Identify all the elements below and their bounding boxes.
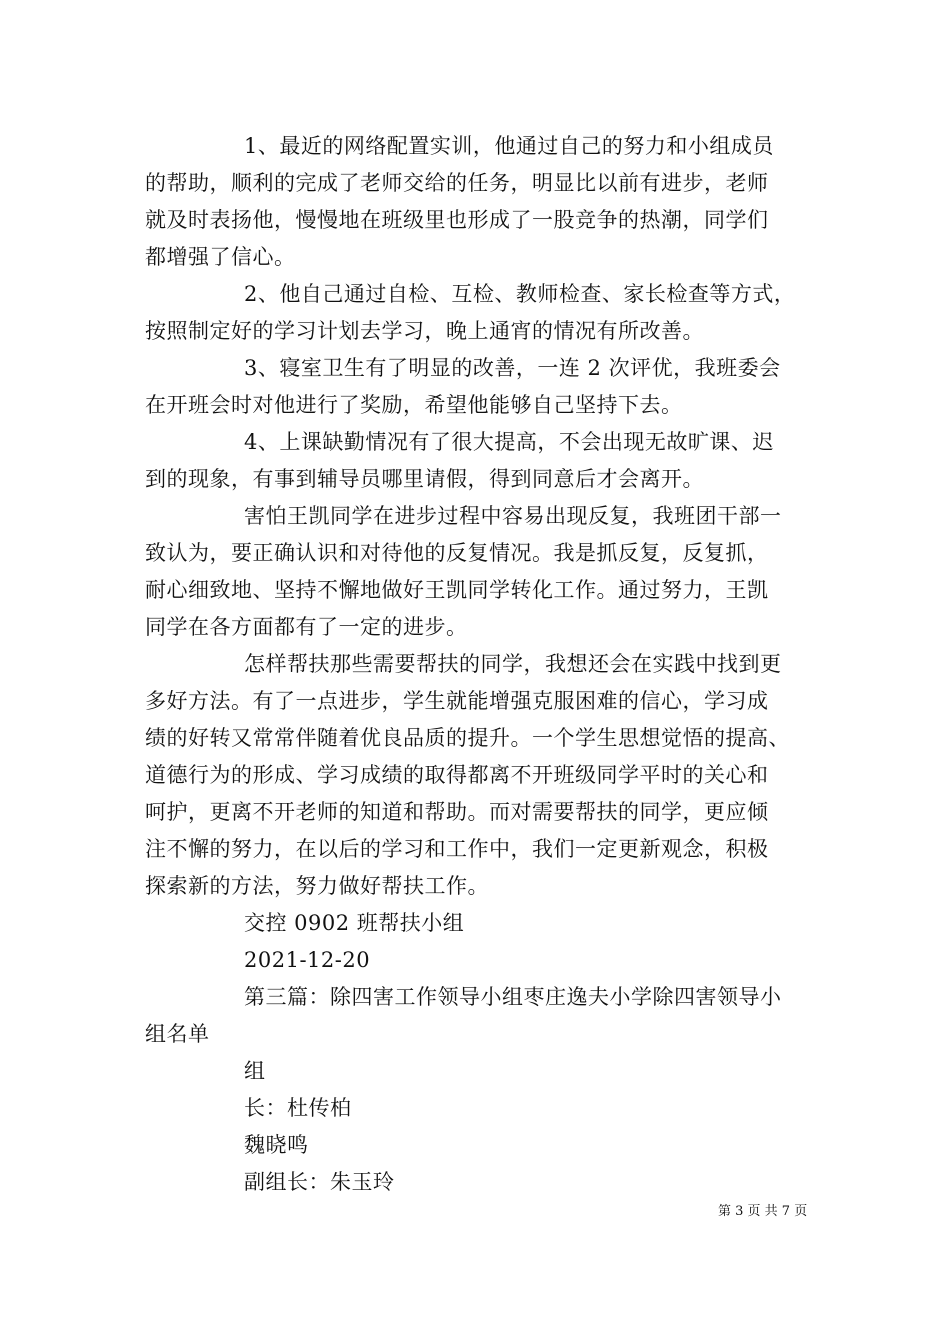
- text-line: 注不懈的努力，在以后的学习和工作中，我们一定更新观念，积极: [145, 837, 769, 861]
- text-line: 多好方法。有了一点进步，学生就能增强克服困难的信心，学习成: [145, 689, 769, 713]
- text-line: 道德行为的形成、学习成绩的取得都离不开班级同学平时的关心和: [145, 763, 769, 787]
- text-line: 同学在各方面都有了一定的进步。: [145, 615, 468, 639]
- page-number: 第 3 页 共 7 页: [718, 1204, 808, 1219]
- text-line: 副组长：朱玉玲: [244, 1170, 395, 1194]
- text-line: 探索新的方法，努力做好帮扶工作。: [145, 874, 489, 898]
- text-line: 的帮助，顺利的完成了老师交给的任务，明显比以前有进步，老师: [145, 171, 769, 195]
- signature-date: 2021-12-20: [244, 948, 371, 972]
- text-line: 都增强了信心。: [145, 245, 296, 269]
- text-line: 怎样帮扶那些需要帮扶的同学，我想还会在实践中找到更: [244, 652, 782, 676]
- signature-group: 交控 0902 班帮扶小组: [244, 911, 465, 935]
- text-line: 长：杜传柏: [244, 1096, 352, 1120]
- text-line: 就及时表扬他，慢慢地在班级里也形成了一股竞争的热潮，同学们: [145, 208, 769, 232]
- text-line: 绩的好转又常常伴随着优良品质的提升。一个学生思想觉悟的提高、: [145, 726, 790, 750]
- text-line: 魏晓鸣: [244, 1133, 309, 1157]
- text-line: 耐心细致地、坚持不懈地做好王凯同学转化工作。通过努力，王凯: [145, 578, 769, 602]
- section-heading-continued: 组名单: [145, 1022, 210, 1046]
- text-line: 2、他自己通过自检、互检、教师检查、家长检查等方式，: [244, 282, 796, 306]
- text-line: 到的现象，有事到辅导员哪里请假，得到同意后才会离开。: [145, 467, 704, 491]
- text-line: 致认为，要正确认识和对待他的反复情况。我是抓反复，反复抓，: [145, 541, 769, 565]
- text-line: 组: [244, 1059, 266, 1083]
- text-line: 呵护，更离不开老师的知道和帮助。而对需要帮扶的同学，更应倾: [145, 800, 769, 824]
- text-line: 3、寝室卫生有了明显的改善，一连 2 次评优，我班委会: [244, 356, 781, 380]
- text-line: 在开班会时对他进行了奖励，希望他能够自己坚持下去。: [145, 393, 683, 417]
- text-line: 1、最近的网络配置实训，他通过自己的努力和小组成员: [244, 134, 774, 158]
- text-line: 4、上课缺勤情况有了很大提高，不会出现无故旷课、迟: [244, 430, 774, 454]
- text-line: 按照制定好的学习计划去学习，晚上通宵的情况有所改善。: [145, 319, 704, 343]
- text-line: 害怕王凯同学在进步过程中容易出现反复，我班团干部一: [244, 504, 782, 528]
- section-heading: 第三篇：除四害工作领导小组枣庄逸夫小学除四害领导小: [244, 985, 782, 1009]
